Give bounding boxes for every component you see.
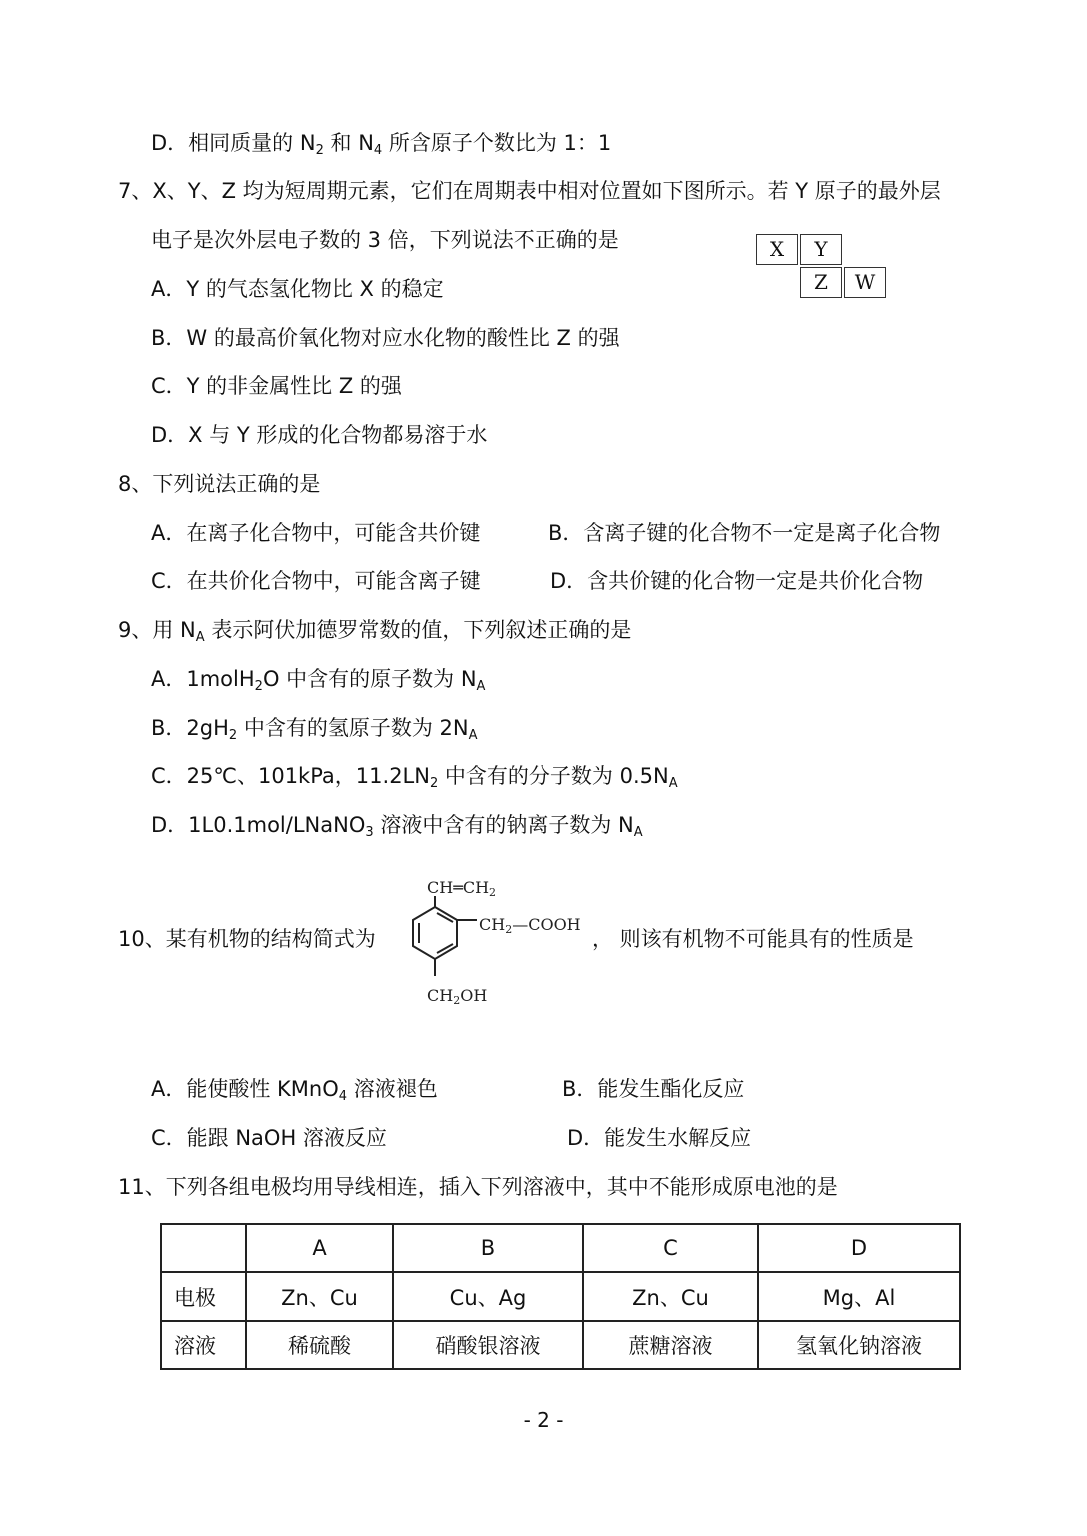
q7-option-b: B．W 的最高价氧化物对应水化物的酸性比 Z 的强 [151, 326, 620, 350]
q8-option-c: C．在共价化合物中，可能含离子键 [151, 569, 481, 593]
cell-x: X [756, 234, 798, 265]
table-header-row [161, 1224, 960, 1272]
table-cell: 蔗糖溶液 [583, 1321, 758, 1369]
table-cell: 硝酸银溶液 [393, 1321, 583, 1369]
table-header-cell [161, 1224, 246, 1272]
q9-option-d: D．1L0.1mol/LNaNO$_3$ 溶液中含有的钠离子数为 $N_A$ [151, 813, 643, 840]
vinyl-group-label: CH═CH2 [427, 878, 497, 899]
q8-option-a: A．在离子化合物中，可能含共价键 [151, 521, 481, 545]
table-cell: Zn、Cu [246, 1272, 393, 1321]
q9-option-a: A．1molH$_2$O 中含有的原子数为 $N_A$ [151, 667, 486, 694]
q10-option-c: C．能跟 NaOH 溶液反应 [151, 1126, 387, 1150]
cell-z: Z [800, 267, 842, 298]
cell-y: Y [800, 234, 842, 265]
q10-option-b: B．能发生酯化反应 [562, 1077, 745, 1101]
q8-stem: 8、下列说法正确的是 [118, 472, 321, 496]
table-cell: Cu、Ag [393, 1272, 583, 1321]
table-row-header: 电极 [161, 1272, 246, 1321]
q7-stem-line2: 电子是次外层电子数的 3 倍，下列说法不正确的是 [151, 228, 619, 252]
q10-stem-lead: 10、某有机物的结构简式为 [118, 927, 376, 951]
table-row [161, 1272, 960, 1321]
q7-stem-line1: 7、X、Y、Z 均为短周期元素，它们在周期表中相对位置如下图所示。若 Y 原子的最外层 [118, 179, 941, 203]
q8-option-b: B．含离子键的化合物不一定是离子化合物 [548, 521, 941, 545]
q7-option-a: A．Y 的气态氢化物比 X 的稳定 [151, 277, 444, 301]
q7-option-c: C．Y 的非金属性比 Z 的强 [151, 374, 402, 398]
table-cell: 稀硫酸 [246, 1321, 393, 1369]
periodic-table-fragment [756, 234, 889, 300]
table-cell: Mg、Al [758, 1272, 960, 1321]
q10-stem-tail: ， 则该有机物不可能具有的性质是 [592, 927, 914, 951]
table-header-cell: D [758, 1224, 960, 1272]
table-header-cell: B [393, 1224, 583, 1272]
table-header-cell: C [583, 1224, 758, 1272]
q9-stem: 9、用 $N_A$ 表示阿伏加德罗常数的值，下列叙述正确的是 [118, 618, 632, 645]
electrode-solution-table [160, 1223, 961, 1370]
page-number: - 2 - [523, 1408, 564, 1432]
q9-option-c: C．25℃、101kPa，$11.2LN_2$ 中含有的分子数为 $0.5N_A$ [151, 764, 678, 791]
q9-option-b: B．$2gH_2$ 中含有的氢原子数为 $2N_A$ [151, 716, 478, 743]
carboxymethyl-group-label: CH2—COOH [479, 915, 581, 936]
q6-option-d: D．相同质量的 $N_2$ 和 $N_4$ 所含原子个数比为 1：1 [151, 131, 612, 158]
organic-structure-diagram [405, 872, 595, 1012]
q10-option-a: A．能使酸性 KMnO$_4$ 溶液褪色 [151, 1077, 438, 1104]
q7-option-d: D．X 与 Y 形成的化合物都易溶于水 [151, 423, 488, 447]
table-cell: Zn、Cu [583, 1272, 758, 1321]
hydroxymethyl-group-label: CH2OH [427, 986, 488, 1007]
q10-option-d: D．能发生水解反应 [567, 1126, 752, 1150]
table-row [161, 1321, 960, 1369]
q8-option-d: D．含共价键的化合物一定是共价化合物 [550, 569, 924, 593]
table-row-header: 溶液 [161, 1321, 246, 1369]
benzene-ring [413, 907, 457, 959]
table-header-cell: A [246, 1224, 393, 1272]
cell-w: W [844, 267, 886, 298]
q11-stem: 11、下列各组电极均用导线相连，插入下列溶液中，其中不能形成原电池的是 [118, 1175, 838, 1199]
table-cell: 氢氧化钠溶液 [758, 1321, 960, 1369]
